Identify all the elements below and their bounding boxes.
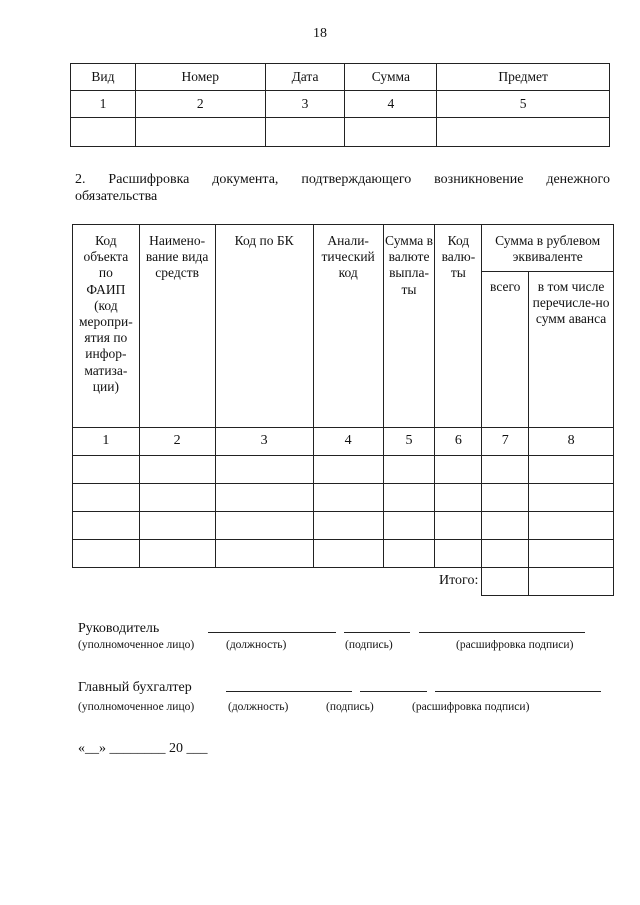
table-header-row bbox=[73, 225, 614, 272]
number-cell: 2 bbox=[139, 428, 215, 456]
table-row bbox=[73, 456, 614, 484]
signature-line[interactable] bbox=[344, 632, 410, 633]
column-number-row bbox=[73, 428, 614, 456]
date-line: «__» ________ 20 ___ bbox=[78, 741, 208, 756]
header-cell: Дата bbox=[265, 64, 345, 91]
number-cell: 8 bbox=[529, 428, 614, 456]
table-row bbox=[73, 540, 614, 568]
number-cell: 1 bbox=[73, 428, 140, 456]
number-cell: 3 bbox=[265, 91, 345, 118]
header-cell: всего bbox=[482, 272, 529, 428]
number-cell: 2 bbox=[135, 91, 265, 118]
header-cell: Код по БК bbox=[215, 225, 313, 428]
table-row bbox=[73, 512, 614, 540]
number-cell: 1 bbox=[71, 91, 136, 118]
header-cell: в том числе перечисле-но сумм аванса bbox=[529, 272, 614, 428]
position-caption: (должность) bbox=[228, 701, 289, 713]
table-header-row bbox=[71, 64, 610, 91]
obligation-table bbox=[72, 224, 614, 596]
total-cell bbox=[529, 568, 614, 596]
number-cell: 4 bbox=[345, 91, 437, 118]
accountant-title: Главный бухгалтер bbox=[78, 680, 192, 695]
header-cell: Сумма в рублевом эквиваленте bbox=[482, 225, 614, 272]
header-cell: Код валю-ты bbox=[435, 225, 482, 428]
header-cell: Анали-тический код bbox=[313, 225, 383, 428]
decoding-caption: (расшифровка подписи) bbox=[412, 701, 530, 713]
number-cell: 3 bbox=[215, 428, 313, 456]
decoding-line[interactable] bbox=[435, 691, 601, 692]
decoding-caption: (расшифровка подписи) bbox=[456, 639, 574, 651]
column-number-row bbox=[71, 91, 610, 118]
number-cell: 7 bbox=[482, 428, 529, 456]
total-cell bbox=[482, 568, 529, 596]
number-cell: 5 bbox=[437, 91, 610, 118]
number-cell: 5 bbox=[383, 428, 435, 456]
position-caption: (должность) bbox=[226, 639, 287, 651]
header-cell: Сумма в валюте выпла-ты bbox=[383, 225, 435, 428]
header-cell: Сумма bbox=[345, 64, 437, 91]
signature-caption: (подпись) bbox=[326, 701, 374, 713]
header-cell: Код объекта по ФАИП (код меропри-ятия по инфор-матиза-ции) bbox=[73, 225, 140, 428]
decoding-line[interactable] bbox=[419, 632, 585, 633]
header-cell: Вид bbox=[71, 64, 136, 91]
signature-caption: (подпись) bbox=[345, 639, 393, 651]
number-cell: 6 bbox=[435, 428, 482, 456]
position-line[interactable] bbox=[208, 632, 336, 633]
head-caption: (уполномоченное лицо) bbox=[78, 639, 195, 651]
head-title: Руководитель bbox=[78, 621, 160, 636]
signature-line[interactable] bbox=[360, 691, 427, 692]
table-row bbox=[73, 484, 614, 512]
page-number: 18 bbox=[313, 26, 327, 41]
accountant-caption: (уполномоченное лицо) bbox=[78, 701, 195, 713]
header-cell: Предмет bbox=[437, 64, 610, 91]
section-heading: 2. Расшифровка документа, подтверждающего возникновение денежного обязательства bbox=[75, 172, 610, 204]
table-row bbox=[71, 118, 610, 147]
header-cell: Наимено-вание вида средств bbox=[139, 225, 215, 428]
position-line[interactable] bbox=[226, 691, 352, 692]
header-cell: Номер bbox=[135, 64, 265, 91]
document-table bbox=[70, 63, 610, 147]
total-row bbox=[73, 568, 614, 596]
number-cell: 4 bbox=[313, 428, 383, 456]
total-label: Итого: bbox=[439, 573, 479, 589]
